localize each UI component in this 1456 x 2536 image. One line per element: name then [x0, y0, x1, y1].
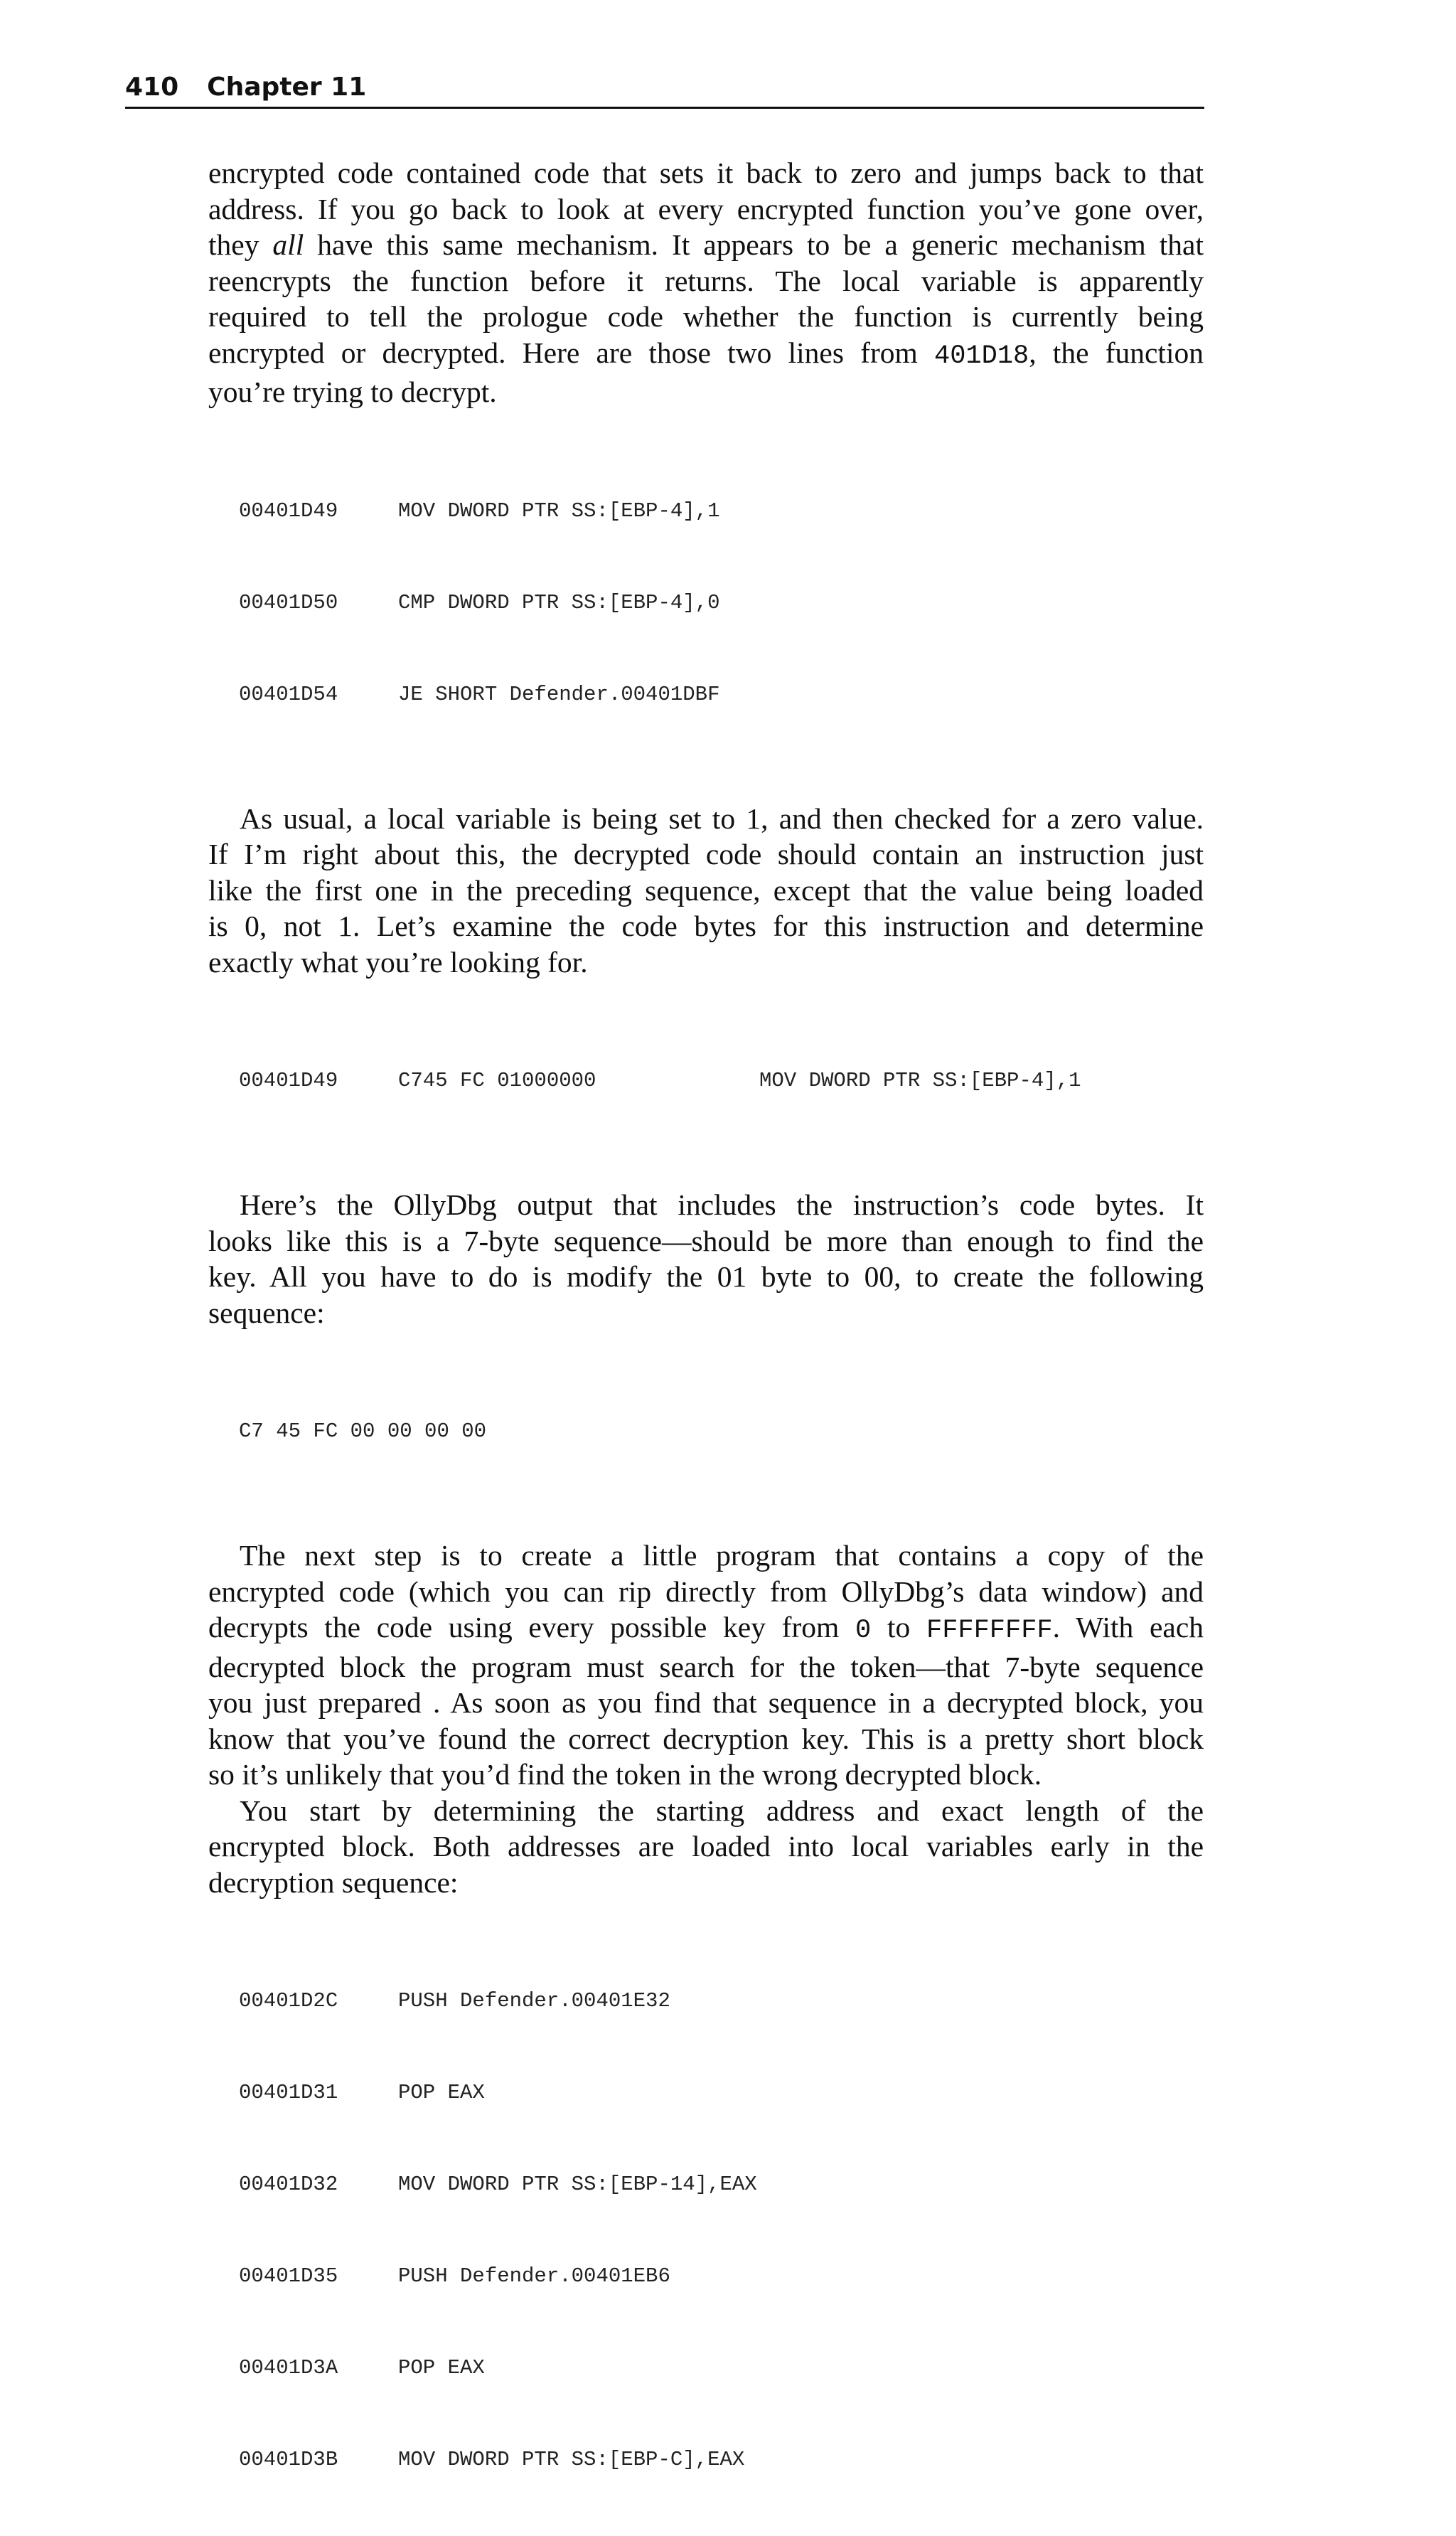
- paragraph-line: decrypted block the program must search for the token—that 7-byte sequence: [208, 1650, 1204, 1683]
- code-address: 00401D2C: [239, 1989, 338, 2013]
- code-address: 00401D49: [239, 499, 338, 523]
- paragraph-line: You start by determining the starting address and exact length of the: [240, 1794, 1204, 1827]
- code-address: 00401D49: [239, 1069, 338, 1092]
- page-header: [125, 70, 1204, 109]
- code-instruction: MOV DWORD PTR SS:[EBP-4],1: [398, 499, 720, 523]
- code-line: [239, 587, 1204, 618]
- code-bytes: C745 FC 01000000: [398, 1069, 596, 1092]
- paragraph-line: encrypted code (which you can rip directly from OllyDbg’s data window) and: [208, 1575, 1204, 1608]
- code-address: 00401D35: [239, 2264, 338, 2288]
- chapter-title: Chapter 11: [207, 73, 367, 102]
- paragraph-4: [208, 1538, 1204, 1793]
- paragraph-line: required to tell the prologue code whether the function is currently being: [208, 300, 1204, 333]
- code-address: 00401D3A: [239, 2356, 338, 2380]
- paragraph-line: you’re trying to decrypt.: [208, 375, 497, 408]
- paragraph-line: they all have this same mechanism. It appears to be a generic mechanism that: [208, 228, 1204, 261]
- paragraph-line: encrypted or decrypted. Here are those two lines from 401D18, the function: [208, 336, 1204, 371]
- paragraph-line: Here’s the OllyDbg output that includes the instruction’s code bytes. It: [240, 1188, 1204, 1221]
- paragraph-line: so it’s unlikely that you’d find the token in the wrong decrypted block.: [208, 1758, 1042, 1791]
- code-instruction: MOV DWORD PTR SS:[EBP-C],EAX: [398, 2448, 745, 2471]
- code-line: C7 45 FC 00 00 00 00: [239, 1419, 487, 1443]
- code-address: 00401D54: [239, 682, 338, 706]
- code-instruction: JE SHORT Defender.00401DBF: [398, 682, 720, 706]
- inline-code: FFFFFFFF: [926, 1616, 1053, 1646]
- code-line: [239, 496, 1204, 526]
- emphasis-all: all: [272, 228, 304, 261]
- code-address: 00401D31: [239, 2081, 338, 2104]
- code-address: 00401D50: [239, 590, 338, 614]
- code-instruction: PUSH Defender.00401E32: [398, 1989, 670, 2013]
- paragraph-line: address. If you go back to look at every encrypted function you’ve gone over,: [208, 192, 1204, 225]
- code-line: [239, 2077, 1204, 2108]
- code-address: 00401D3B: [239, 2448, 338, 2471]
- code-listing-4: [208, 1924, 1204, 2536]
- paragraph-line: The next step is to create a little program that contains a copy of the: [240, 1539, 1204, 1572]
- code-listing-3: [208, 1355, 1204, 1508]
- code-listing-1: [208, 435, 1204, 771]
- paragraph-line: encrypted code contained code that sets it back to zero and jumps back to that: [208, 156, 1204, 189]
- inline-code: 0: [855, 1616, 872, 1646]
- paragraph-line: know that you’ve found the correct decryption key. This is a pretty short block: [208, 1722, 1204, 1755]
- code-listing-2: [208, 1004, 1204, 1157]
- paragraph-line: decrypts the code using every possible key from 0 to FFFFFFFF. With each: [208, 1611, 1204, 1646]
- paragraph-line: reencrypts the function before it returns. The local variable is apparently: [208, 264, 1204, 297]
- code-line: [239, 2353, 1204, 2383]
- page-body: [208, 155, 1204, 2536]
- paragraph-line: you just prepared . As soon as you find that sequence in a decrypted block, you: [208, 1686, 1204, 1719]
- code-instruction: MOV DWORD PTR SS:[EBP-14],EAX: [398, 2173, 757, 2196]
- code-line: [239, 679, 1204, 710]
- code-instruction: POP EAX: [398, 2081, 485, 2104]
- paragraph-3: [208, 1187, 1204, 1331]
- code-line: [239, 1065, 1204, 1096]
- code-line: [239, 1986, 1204, 2016]
- inline-code: 401D18: [934, 341, 1029, 371]
- paragraph-line: is 0, not 1. Let’s examine the code bytes for this instruction and determine: [208, 910, 1204, 942]
- paragraph-5: [208, 1793, 1204, 1901]
- code-line: [239, 2169, 1204, 2200]
- code-line: [239, 2261, 1204, 2291]
- paragraph-2: [208, 801, 1204, 981]
- paragraph-line: As usual, a local variable is being set to 1, and then checked for a zero value.: [240, 801, 1204, 835]
- paragraph-line: like the first one in the preceding sequence, except that the value being loaded: [208, 873, 1204, 907]
- paragraph-line: decryption sequence:: [208, 1865, 459, 1899]
- paragraph-line: looks like this is a 7-byte sequence—should be more than enough to find the: [208, 1224, 1204, 1257]
- paragraph-line: sequence:: [208, 1296, 325, 1329]
- paragraph-line: exactly what you’re looking for.: [208, 945, 588, 979]
- code-instruction: POP EAX: [398, 2356, 485, 2380]
- page-number: 410: [125, 73, 179, 102]
- code-line: [239, 2444, 1204, 2475]
- paragraph-line: encrypted block. Both addresses are loaded into local variables early in the: [208, 1830, 1204, 1863]
- code-address: 00401D32: [239, 2173, 338, 2196]
- paragraph-line: If I’m right about this, the decrypted code should contain an instruction just: [208, 838, 1204, 870]
- paragraph-line: key. All you have to do is modify the 01 byte to 00, to create the following: [208, 1260, 1204, 1293]
- code-instruction: PUSH Defender.00401EB6: [398, 2264, 670, 2288]
- code-instruction: MOV DWORD PTR SS:[EBP-4],1: [759, 1069, 1081, 1092]
- code-instruction: CMP DWORD PTR SS:[EBP-4],0: [398, 590, 720, 614]
- paragraph-1: [208, 155, 1204, 410]
